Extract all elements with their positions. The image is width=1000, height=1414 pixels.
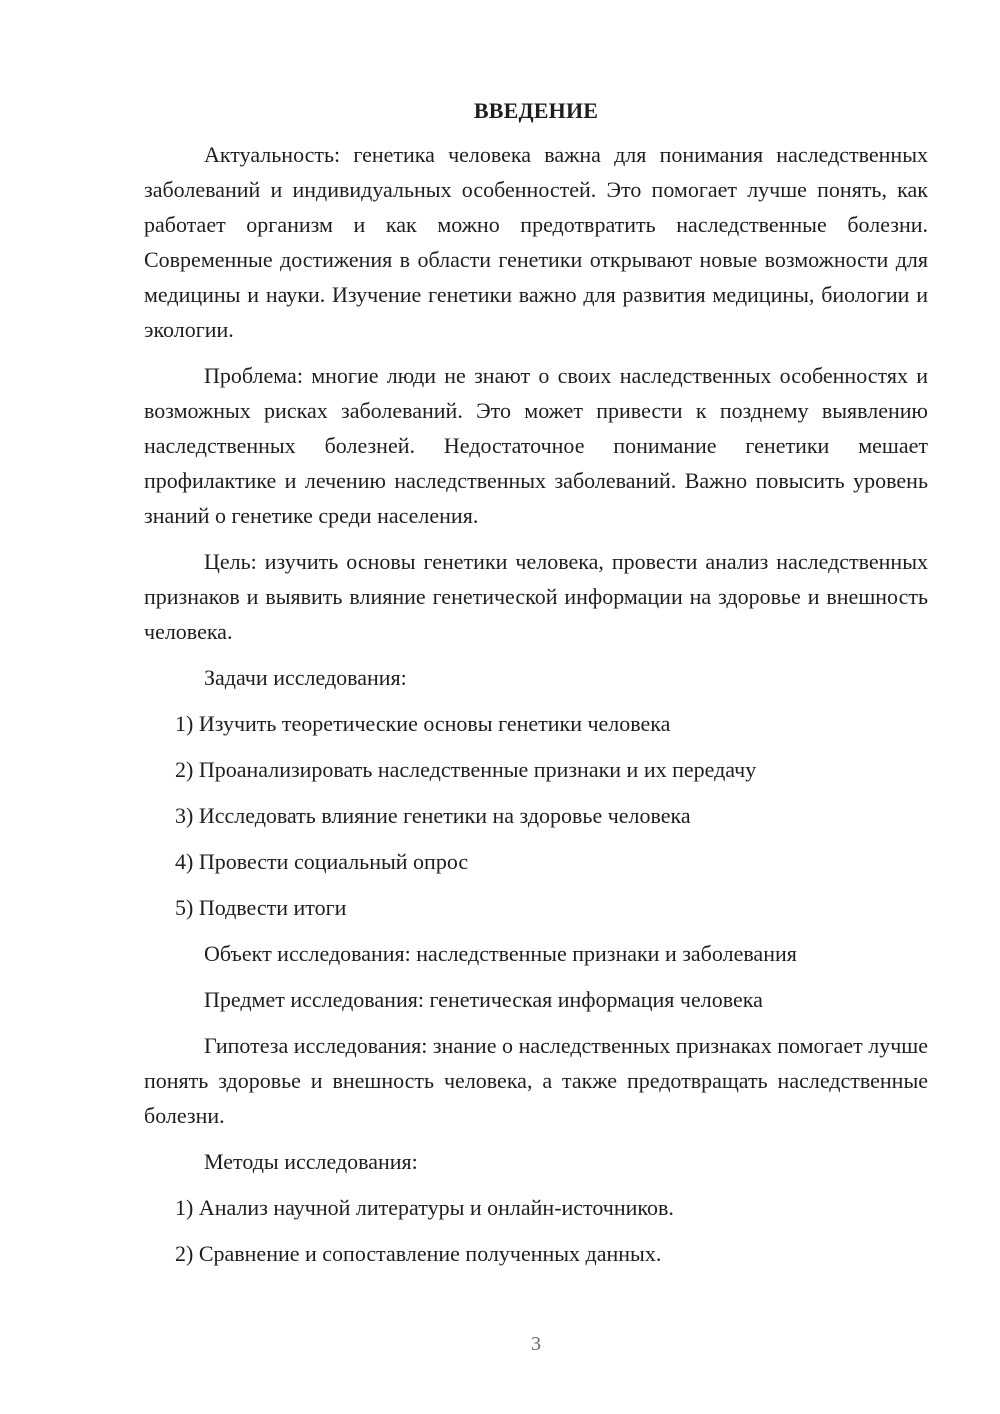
method-item: 1) Анализ научной литературы и онлайн-источников. bbox=[175, 1195, 674, 1220]
task-item: 3) Исследовать влияние генетики на здоровье человека bbox=[175, 803, 691, 828]
page-title: ВВЕДЕНИЕ bbox=[473, 98, 599, 123]
page-number: 3 bbox=[531, 1333, 541, 1355]
tasks-heading: Задачи исследования: bbox=[204, 665, 407, 690]
task-item: 5) Подвести итоги bbox=[175, 895, 347, 920]
hypothesis-paragraph: Гипотеза исследования: знание о наследственных признаках помогает лучше понять здоровье и внешность человека, а также предотвращать наследственные болезни. bbox=[144, 1033, 928, 1128]
problem-paragraph: Проблема: многие люди не знают о своих наследственных особенностях и возможных рисках заболеваний. Это может привести к позднему выявлению наследственных болезней. Недостаточное понимание генетики мешает профилактике и лечению наследственных заболеваний. Важно повысить уровень знаний о генетике среди населения. bbox=[144, 363, 928, 528]
relevance-paragraph: Актуальность: генетика человека важна для понимания наследственных заболеваний и индивидуальных особенностей. Это помогает лучше понять, как работает организм и как можно предотвратить наследственные болезни. Современные достижения в области генетики открывают новые возможности для медицины и науки. Изучение генетики важно для развития медицины, биологии и экологии. bbox=[144, 142, 928, 342]
methods-heading: Методы исследования: bbox=[204, 1149, 418, 1174]
task-item: 2) Проанализировать наследственные признаки и их передачу bbox=[175, 757, 757, 782]
task-item: 4) Провести социальный опрос bbox=[175, 849, 469, 874]
research-subject: Предмет исследования: генетическая информация человека bbox=[204, 987, 763, 1012]
page-content bbox=[144, 96, 928, 1282]
research-object: Объект исследования: наследственные признаки и заболевания bbox=[204, 941, 797, 966]
task-item: 1) Изучить теоретические основы генетики человека bbox=[175, 711, 671, 736]
goal-paragraph: Цель: изучить основы генетики человека, провести анализ наследственных признаков и выявить влияние генетической информации на здоровье и внешность человека. bbox=[144, 549, 928, 644]
method-item: 2) Сравнение и сопоставление полученных данных. bbox=[175, 1241, 662, 1266]
